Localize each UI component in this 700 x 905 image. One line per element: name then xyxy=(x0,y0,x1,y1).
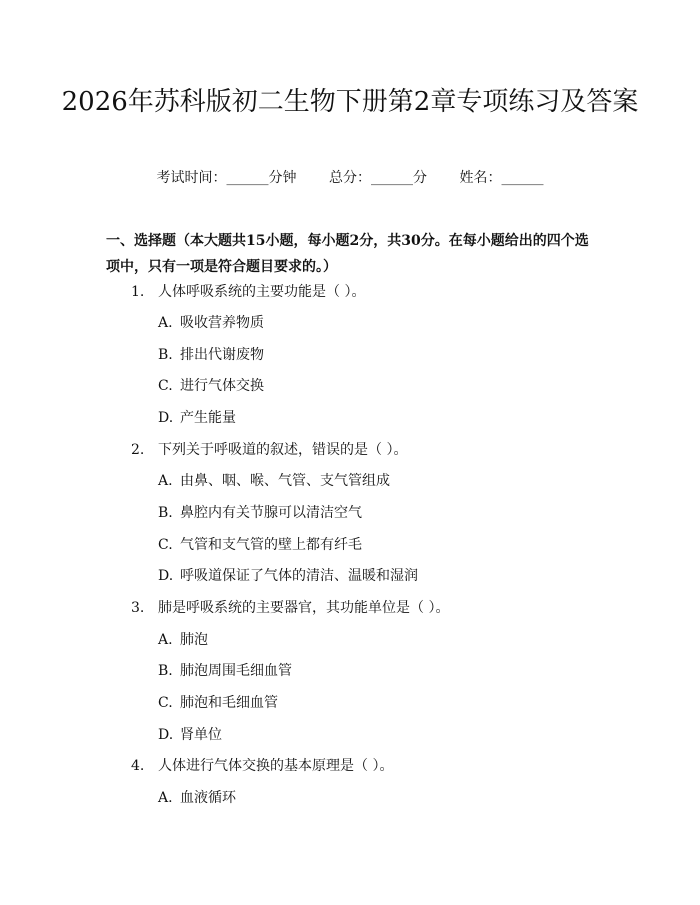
answer-option xyxy=(158,661,292,681)
question-number: 2. xyxy=(131,442,145,458)
page-title: 2026年苏科版初二生物下册第2章专项练习及答案 xyxy=(61,87,639,117)
student-name-field: 姓名：______ xyxy=(459,170,544,186)
option-text: 呼吸道保证了气体的清洁、温暖和湿润 xyxy=(180,568,418,584)
option-letter: D. xyxy=(158,568,174,584)
question-text: 下列关于呼吸道的叙述，错误的是（ ）。 xyxy=(158,442,408,458)
answer-option xyxy=(158,693,278,713)
option-text: 产生能量 xyxy=(180,410,236,426)
option-letter: A. xyxy=(158,790,173,806)
answer-option xyxy=(158,345,264,365)
answer-option xyxy=(158,630,208,650)
question-number: 1. xyxy=(131,284,145,300)
option-letter: A. xyxy=(158,473,173,489)
option-text: 气管和支气管的壁上都有纤毛 xyxy=(180,537,362,553)
answer-option xyxy=(158,725,222,745)
exam-info xyxy=(0,168,700,188)
question-number: 3. xyxy=(131,600,145,616)
answer-option xyxy=(158,313,264,333)
question-text: 人体进行气体交换的基本原理是（ ）。 xyxy=(158,758,394,774)
question-number: 4. xyxy=(131,758,145,774)
answer-option xyxy=(158,408,236,428)
option-text: 进行气体交换 xyxy=(180,378,264,394)
total-score-field: 总分：______分 xyxy=(329,170,427,186)
option-letter: C. xyxy=(158,537,173,553)
option-text: 肾单位 xyxy=(180,727,222,743)
answer-option xyxy=(158,503,362,523)
option-letter: A. xyxy=(158,632,173,648)
option-letter: D. xyxy=(158,410,174,426)
answer-option xyxy=(158,788,236,808)
exam-time-field: 考试时间：______分钟 xyxy=(156,170,297,186)
answer-option xyxy=(158,471,390,491)
option-text: 鼻腔内有关节腺可以清洁空气 xyxy=(180,505,362,521)
option-letter: B. xyxy=(158,505,173,521)
option-letter: C. xyxy=(158,378,173,394)
option-text: 排出代谢废物 xyxy=(180,347,264,363)
option-text: 吸收营养物质 xyxy=(180,315,264,331)
option-letter: B. xyxy=(158,663,173,679)
answer-option xyxy=(158,535,362,555)
option-letter: D. xyxy=(158,727,174,743)
option-letter: A. xyxy=(158,315,173,331)
answer-option xyxy=(158,566,418,586)
option-text: 肺泡周围毛细血管 xyxy=(180,663,292,679)
question-text: 人体呼吸系统的主要功能是（ ）。 xyxy=(158,284,366,300)
option-letter: B. xyxy=(158,347,173,363)
option-text: 由鼻、咽、喉、气管、支气管组成 xyxy=(180,473,390,489)
option-text: 肺泡和毛细血管 xyxy=(180,695,278,711)
option-text: 肺泡 xyxy=(180,632,208,648)
question-text: 肺是呼吸系统的主要器官，其功能单位是（ ）。 xyxy=(158,600,450,616)
answer-option xyxy=(158,376,264,396)
option-text: 血液循环 xyxy=(180,790,236,806)
option-letter: C. xyxy=(158,695,173,711)
section-header: 一、选择题（本大题共15小题，每小题2分，共30分。在每小题给出的四个选项中，只有一项是符合题目要求的。） xyxy=(106,233,589,275)
